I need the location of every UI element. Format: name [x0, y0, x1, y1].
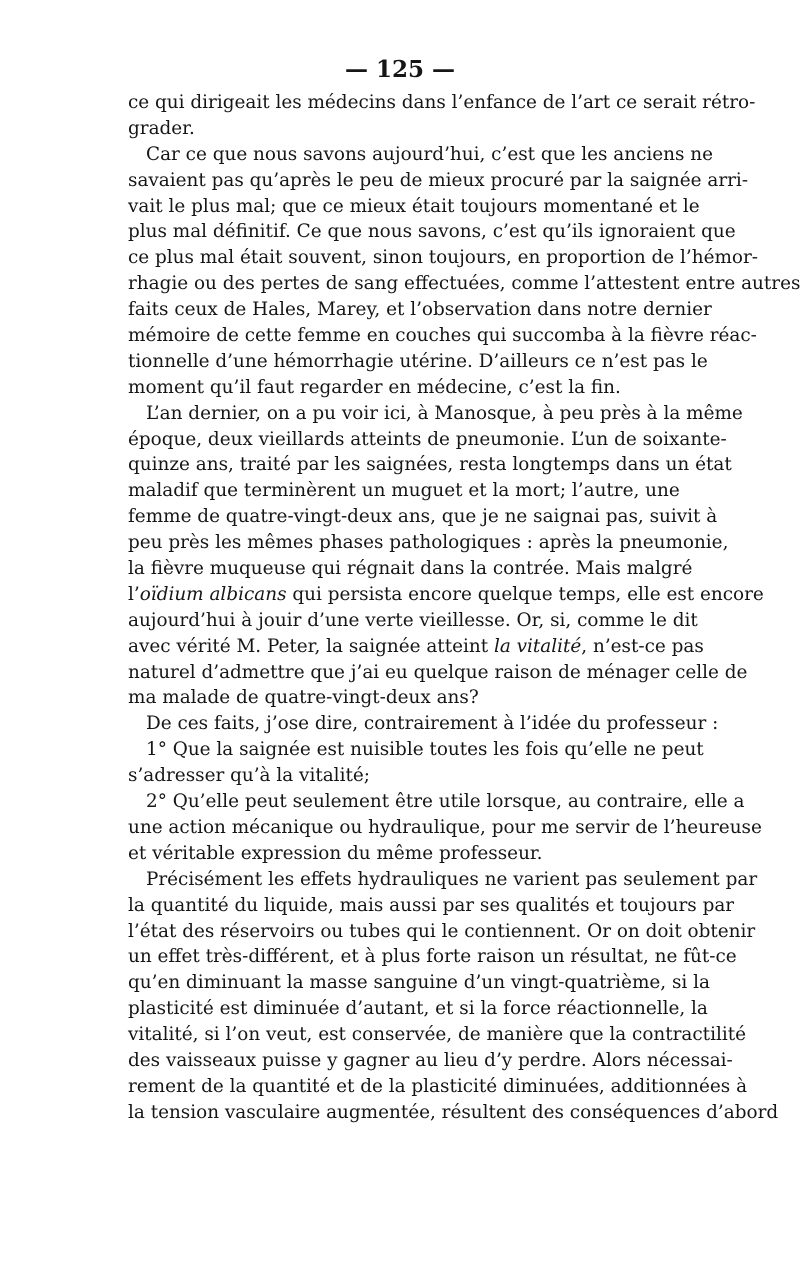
text-line: [128, 944, 737, 970]
page-number: — 125 —: [344, 56, 456, 83]
text-line: [128, 582, 764, 608]
text-line: [128, 349, 708, 375]
text-line: [128, 427, 727, 453]
text-run: ma malade de quatre-vingt-deux ans?: [128, 687, 479, 709]
text-run: vait le plus mal; que ce mieux était toujours momentané et le: [128, 195, 700, 217]
text-line: [128, 841, 676, 867]
text-run: des vaisseaux puisse y gagner au lieu d’y perdre. Alors nécessai-: [128, 1049, 733, 1071]
text-run: , n’est-ce pas: [581, 635, 704, 657]
italic-run: oïdium albicans: [139, 583, 287, 605]
text-run: ce qui dirigeait les médecins dans l’enfance de l’art ce serait rétro-: [128, 92, 756, 113]
text-line: [128, 737, 704, 763]
text-run: naturel d’admettre que j’ai eu quelque raison de ménager celle de: [128, 661, 748, 683]
text-line: [128, 116, 676, 142]
text-line: [128, 970, 710, 996]
text-line: [128, 219, 736, 245]
text-run: plus mal définitif. Ce que nous savons, c’est qu’ils ignoraient que: [128, 221, 736, 243]
text-line: [128, 168, 749, 194]
body-text: [128, 90, 800, 1126]
text-run: ce plus mal était souvent, sinon toujours, en proportion de l’hémor-: [128, 247, 758, 269]
text-line: [128, 1100, 779, 1126]
text-line: [128, 867, 758, 893]
text-line: [128, 556, 693, 582]
text-run: savaient pas qu’après le peu de mieux procuré par la saignée arri-: [128, 169, 749, 191]
text-line: [128, 478, 680, 504]
text-line: [128, 271, 800, 297]
text-run: 1° Que la saignée est nuisible toutes les fois qu’elle ne peut: [146, 739, 704, 761]
text-line: [128, 452, 732, 478]
text-run: Car ce que nous savons aujourd’hui, c’est que les anciens ne: [146, 143, 714, 165]
text-line: [128, 815, 762, 841]
text-line: [128, 194, 700, 220]
text-line: [128, 297, 712, 323]
text-line: [128, 789, 745, 815]
text-run: moment qu’il faut regarder en médecine, c’est la fin.: [128, 376, 621, 398]
text-run: quinze ans, traité par les saignées, resta longtemps dans un état: [128, 454, 732, 476]
text-line: [128, 711, 719, 737]
text-run: la tension vasculaire augmentée, résultent des conséquences d’abord: [128, 1101, 779, 1123]
text-run: s’adresser qu’à la vitalité;: [128, 765, 370, 787]
text-run: mémoire de cette femme en couches qui succomba à la fièvre réac-: [128, 325, 757, 347]
text-run: avec vérité M. Peter, la saignée atteint: [128, 635, 494, 657]
text-run: maladif que terminèrent un muguet et la mort; l’autre, une: [128, 480, 680, 502]
text-run: L’an dernier, on a pu voir ici, à Manosque, à peu près à la même: [146, 402, 743, 424]
text-run: 2° Qu’elle peut seulement être utile lorsque, au contraire, elle a: [146, 791, 745, 813]
text-run: peu près les mêmes phases pathologiques : après la pneumonie,: [128, 532, 729, 554]
text-line: [128, 245, 758, 271]
text-line: [128, 608, 698, 634]
text-line: [128, 323, 757, 349]
text-line: [128, 1074, 748, 1100]
text-run: une action mécanique ou hydraulique, pour me servir de l’heureuse: [128, 816, 762, 838]
text-run: et véritable expression du même professeur.: [128, 842, 543, 864]
text-line: [128, 1048, 733, 1074]
text-run: faits ceux de Hales, Marey, et l’observation dans notre dernier: [128, 299, 712, 321]
text-line: [128, 634, 704, 660]
text-line: [128, 893, 735, 919]
text-run: De ces faits, j’ose dire, contrairement à l’idée du professeur :: [146, 713, 719, 735]
text-run: l’: [128, 583, 140, 605]
text-run: époque, deux vieillards atteints de pneumonie. L’un de soixante-: [128, 428, 727, 450]
text-line: [128, 504, 718, 530]
text-line: [128, 530, 729, 556]
text-run: Précisément les effets hydrauliques ne varient pas seulement par: [146, 868, 758, 890]
text-line: [128, 1022, 746, 1048]
text-run: qu’en diminuant la masse sanguine d’un vingt-quatrième, si la: [128, 972, 710, 994]
text-run: femme de quatre-vingt-deux ans, que je ne saignai pas, suivit à: [128, 506, 718, 528]
text-run: l’état des réservoirs ou tubes qui le contiennent. Or on doit obtenir: [128, 920, 756, 942]
text-line: [128, 919, 756, 945]
text-run: la fièvre muqueuse qui régnait dans la contrée. Mais malgré: [128, 558, 693, 580]
text-run: la quantité du liquide, mais aussi par ses qualités et toujours par: [128, 894, 735, 916]
text-line: [128, 90, 756, 116]
text-line: [128, 375, 676, 401]
text-run: qui persista encore quelque temps, elle est encore: [286, 583, 764, 605]
text-line: [128, 660, 748, 686]
text-run: tionnelle d’une hémorrhagie utérine. D’ailleurs ce n’est pas le: [128, 350, 708, 372]
text-line: [128, 763, 676, 789]
text-run: plasticité est diminuée d’autant, et si la force réactionnelle, la: [128, 998, 708, 1020]
text-run: aujourd’hui à jouir d’une verte vieillesse. Or, si, comme le dit: [128, 609, 698, 631]
text-run: un effet très-différent, et à plus forte raison un résultat, ne fût-ce: [128, 946, 737, 968]
text-run: vitalité, si l’on veut, est conservée, de manière que la contractilité: [128, 1024, 746, 1046]
text-run: rement de la quantité et de la plasticité diminuées, additionnées à: [128, 1075, 748, 1097]
text-line: [128, 142, 714, 168]
text-line: [128, 996, 708, 1022]
text-line: [128, 401, 743, 427]
text-run: grader.: [128, 117, 195, 139]
text-line: [128, 685, 676, 711]
italic-run: la vitalité: [493, 635, 582, 657]
text-run: rhagie ou des pertes de sang effectuées, comme l’attestent entre autres: [128, 273, 800, 295]
